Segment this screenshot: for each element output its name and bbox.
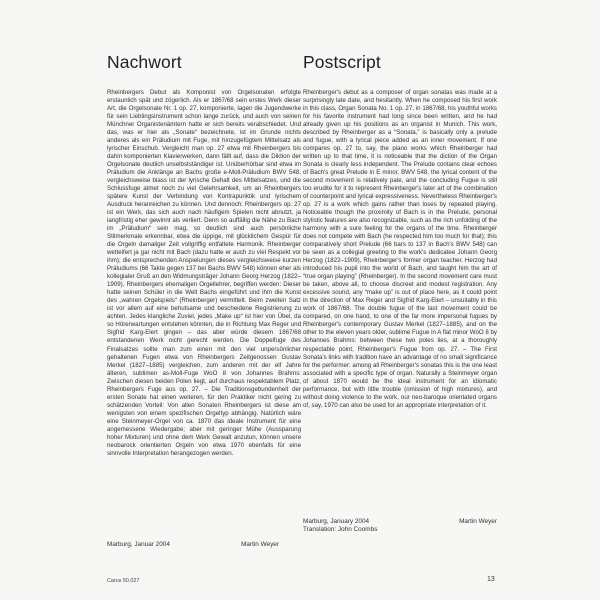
signature-line-german [107,541,279,549]
signature-line-english [303,518,497,526]
place-date-english: Marburg, January 2004 [303,518,370,525]
column-german [107,52,301,458]
column-english [303,52,497,410]
body-text-english: Rheinberger's debut as a composer of organ sonatas was made at a surprisingly late date, and hesitantly. When he composed his first work in this class, Organ Sonata No. 1 op. 27, in 1867/68, his youthful works for his favorite instrument had long since been written, and he had already given up his positions as an organist in Munich. This work, described by Rheinberger as a “Sonata,” is basically only a prelude and fugue, with a lyrical piece added as an inner movement. If one compares op. 27 to, say, the piano works which Rheinberger had written up to that time, it is noticeable that the diction of the Organ Sonata is clearly less independent. The Prelude contains clear echoes of Bach's great Prelude in E minor, BWV 548, the lyrical content of the second movement is relatively pale, and the concluding Fugue is still too erudite for it to represent Rheinberger's later art of the combination of counterpoint and lyrical expressiveness. Nevertheless Rheinberger's op. 27 is a work which gains rather than loses by repeated playing. Noticeable though the proximity of Bach is in the Prelude, personal stylistic features are also recognizable, such as the rich unfolding of the harmony with a sure feeling for the organs of the time. Rheinberger does not compete with Bach (he respected him too much for that); this comparatively short Prelude (66 bars to 137 in Bach's BWV 548) can be seen as a collegial greeting to the work's dedicatee Johann Georg Herzog (1822–1909), Rheinberger's former organ teacher. Herzog had introduced his pupil into the world of Bach, and taught him the art of “true organ playing” (Rheinberger). In the second movement care must be taken, above all, to choose discreet and modest registration. Any excessive sound, any “make up” is out of place here, as it could point in the direction of Max Reger and Sigfrid Karg-Elert – unsuitably in this work of 1867/68. The double fugue of the last movement could be compared, on one hand, to one of the far more impersonal fugues by Rheinberger's contemporary Gustav Merkel (1827–1885), and on the other to the eleven years older, sublime Fugue in A flat minor WoO 8 by Johannes Brahms: between these two poles lies, at a thoroughly respectable point, Rheinberger's Fugue from op. 27. – The First Sonata's links with tradition have an advantage of no small significance for the performer: among all Rheinberger's sonatas this is the one least associated with a specific type of organ. Naturally a Steinmeyer organ of about 1870 would be the ideal instrument for an idiomatic performance, but with little trouble (omission of high mixtures), and without doing violence to the work, our neo-baroque orientated organs of, say, 1970 can also be used for an appropriate interpretation of it. [303,89,497,409]
place-date-german: Marburg, Januar 2004 [107,541,170,548]
translator-credit: Translation: John Coombs [303,526,378,533]
body-text-german: Rheinbergers Debut als Komponist von Orgelsonaten erfolgte erstaunlich spät und zögerlich. Als er 1867/68 sein erstes Werk dieser Art, die Orgelsonate Nr. 1 op. 27, komponierte, lagen die Jugendwerke für sein Lieblingsinstrument schon lange zurück, und auch von seinen Münchner Organistenämtern hatte er sich bereits verabschiedet. Und das, was er hier als „Sonate“ bezeichnete, ist im Grunde nichts anderes als ein Präludium mit Fuge, mit hinzugefügtem Mittelsatz als lyrischer Einschub. Vergleicht man op. 27 etwa mit Rheinbergers bis dahin komponierten Klavierwerken, dann fällt auf, dass die Diktion der Orgelsonate deutlich unselbstständiger ist. Unüberhörbar sind etwa im Präludium die Anklänge an Bachs große e-Moll-Präludium BWV 548, vergleichsweise blass ist der lyrische Gehalt des Mittelsatzes, und die Schlussfuge atmet noch zu viel Gelehrsamkeit, um an Rheinbergers spätere Kunst der Verbindung von Kontrapunktik und lyrischem Ausdruck heranreichen zu können. Und dennoch: Rheinbergers op. 27 ist ein Werk, das sich auch nach häufigem Spielen nicht abnutzt, ja langfristig eher gewinnt als verliert. Denn so auffällig die Nähe zu Bach im „Präludium“ sein mag, so deutlich sind auch persönliche Stilmerkmale erkennbar, etwa die üppige, mit glücklichem Gespür für die Orgeln damaliger Zeit vollgriffig entfaltete Harmonik. Rheinberger wetteifert ja gar nicht mit Bach (dazu hatte er auch zu viel Respekt vor ihm); die entsprechenden Anspielungen dieses vergleichsweise kurzen Präludiums (66 Takte gegen 137 bei Bachs BWV 548) können eher als kollegialer Gruß an den Widmungsträger Johann Georg Herzog (1822–1909), Rheinbergers ehemaligen Orgellehrer, begriffen werden: Dieser hatte seinen Schüler in die Welt Bachs eingeführt und ihm die Kunst des „wahren Orgelspiels“ (Rheinberger) vermittelt. Beim zweiten Satz ist vor allem auf eine behutsame und bescheidene Registrierung zu achten. Jedes klangliche Zuviel, jedes „Make up“ ist hier von Übel, da so Hörerwartungen entstehen könnten, die in Richtung Max Reger und Sigfrid Karg-Elert gingen – das aber würde diesem 1867/68 entstandenen Werk nicht gerecht werden. Die Doppelfuge des Finalsatzes sollte man zum einen mit den viel unpersönlicher gehaltenen Fugen etwa von Rheinbergers Zeitgenossen Gustav Merkel (1827–1885) vergleichen, zum anderen mit der elf Jahre älteren, sublimen as-Moll-Fuge WoO 8 von Johannes Brahms: Zwischen diesen beiden Polen liegt, auf durchaus respektablem Platz, Rheinbergers Fuge aus op. 27. – Die Traditionsgebundenheit der ersten Sonate hat einen weiteren, für den Praktiker nicht gering zu schätzenden Vorteil: Von allen Sonaten Rheinbergers ist diese am wenigsten von einem spezifischen Orgeltyp abhängig. Natürlich wäre eine Steinmeyer-Orgel von ca. 1870 das ideale Instrument für eine angemessene Wiedergabe; aber mit geringer Mühe (Aussparung hoher Mixturen) und ohne dem Werk Gewalt anzutun, können unsere neobarock orientierten Orgeln von etwa 1970 ebenfalls für eine sinnvolle Interpretation herangezogen werden. [107,89,301,457]
page-title-english: Postscript [303,52,381,72]
author-english: Martin Weyer [459,518,497,525]
page-number: 13 [487,576,495,583]
page-title-german: Nachwort [107,52,182,72]
catalog-number: Carus 50.027 [107,578,140,584]
author-german: Martin Weyer [241,541,279,548]
